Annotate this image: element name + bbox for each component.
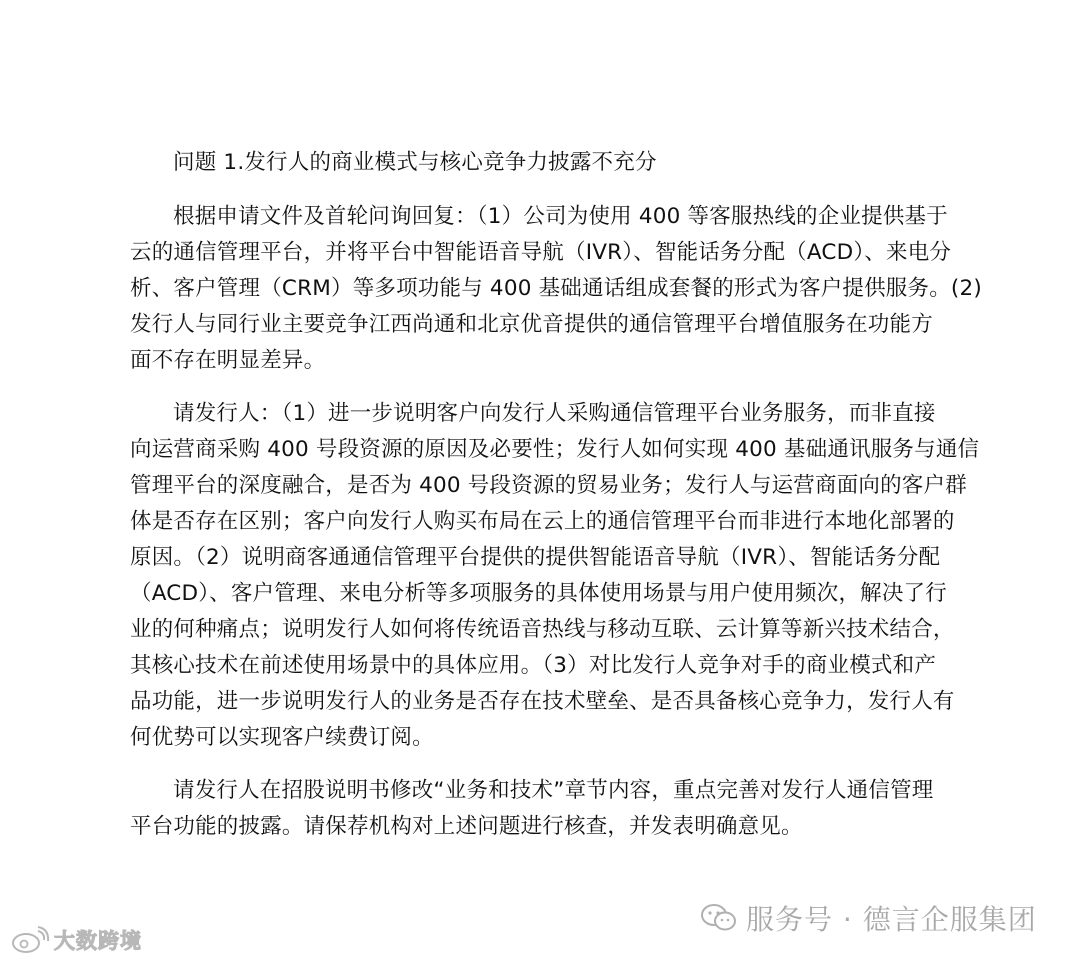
watermark-weibo-text: 大数跨境: [54, 929, 142, 953]
paragraph-line: 发行人与同行业主要竞争江西尚通和北京优音提供的通信管理平台增值服务在功能方: [130, 312, 933, 337]
paragraph-line: 何优势可以实现客户续费订阅。: [130, 725, 434, 750]
watermark-wechat: [700, 898, 1037, 938]
watermark-wechat-text: 服务号 · 德言企服集团: [746, 903, 1037, 936]
weibo-icon: [10, 925, 50, 955]
paragraph-line: 析、客户管理（CRM）等多项功能与 400 基础通话组成套餐的形式为客户提供服务。(2): [130, 276, 982, 301]
paragraph-line: 体是否存在区别；客户向发行人购买布局在云上的通信管理平台而非进行本地化部署的: [130, 509, 955, 534]
paragraph-line: 平台功能的披露。请保荐机构对上述问题进行核查，并发表明确意见。: [130, 814, 803, 839]
paragraph-line: 管理平台的深度融合，是否为 400 号段资源的贸易业务；发行人与运营商面向的客户群: [130, 473, 967, 498]
wechat-icon: [700, 902, 738, 934]
paragraph-line: 请发行人在招股说明书修改“业务和技术”章节内容，重点完善对发行人通信管理: [173, 778, 934, 803]
paragraph-line: （ACD）、客户管理、来电分析等多项服务的具体使用场景与用户使用频次，解决了行: [130, 581, 947, 606]
paragraph-disclosure: [130, 773, 950, 845]
document-title: 问题 1.发行人的商业模式与核心竞争力披露不充分: [173, 150, 657, 175]
watermark-weibo: [10, 920, 142, 960]
document-body: [130, 145, 982, 862]
paragraph-line: 面不存在明显差异。: [130, 348, 326, 373]
paragraph-line: 原因。（2）说明商客通通信管理平台提供的提供智能语音导航（IVR）、智能话务分配: [130, 545, 941, 570]
paragraph-line: 业的何种痛点；说明发行人如何将传统语音热线与移动互联、云计算等新兴技术结合，: [130, 617, 955, 642]
paragraph-requests: [130, 396, 980, 756]
paragraph-line: 其核心技术在前述使用场景中的具体应用。（3）对比发行人竞争对手的商业模式和产: [130, 653, 937, 678]
paragraph-line: 向运营商采购 400 号段资源的原因及必要性；发行人如何实现 400 基础通讯服务与通信: [130, 437, 980, 462]
paragraph-line: 云的通信管理平台，并将平台中智能语音导航（IVR）、智能话务分配（ACD）、来电分: [130, 240, 952, 265]
paragraph-line: 品功能，进一步说明发行人的业务是否存在技术壁垒、是否具备核心竞争力，发行人有: [130, 689, 955, 714]
paragraph-line: 请发行人：（1）进一步说明客户向发行人采购通信管理平台业务服务，而非直接: [173, 401, 936, 426]
paragraph-line: 根据申请文件及首轮问询回复：（1）公司为使用 400 等客服热线的企业提供基于: [173, 204, 948, 229]
paragraph-background: [130, 199, 982, 379]
